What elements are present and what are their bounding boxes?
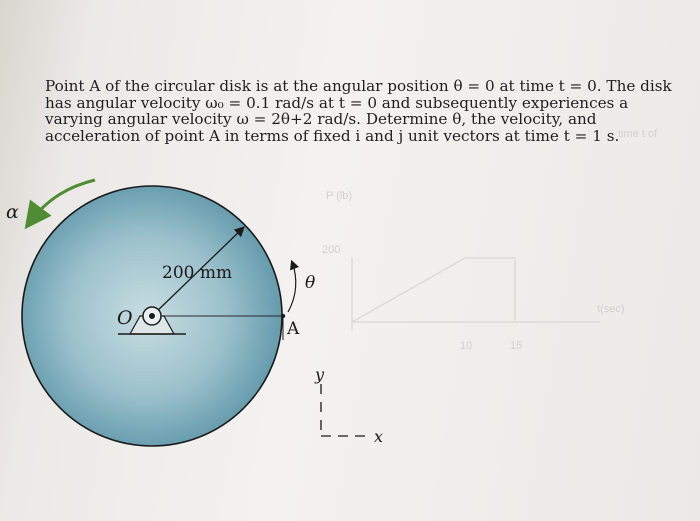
alpha-label: α [6,201,19,223]
bleed-graph [352,258,600,330]
bleed-label-15: 15 [510,340,523,352]
point-a-label: A [287,319,300,339]
bleed-label-tsec: t(sec) [597,303,625,315]
problem-statement [45,78,695,144]
problem-line-1: Point A of the circular disk is at the angular position θ = 0 at time t = 0. The disk [45,77,672,95]
problem-line-4: acceleration of point A in terms of fixed i and j unit vectors at time t = 1 s. [45,126,620,145]
bleed-label-200: 200 [322,244,341,256]
problem-line-3: varying angular velocity ω = 2θ+2 rad/s. Determine θ, the velocity, and [45,110,597,129]
x-axis-label: x [374,427,384,446]
point-o-label: O [117,307,133,329]
theta-arc-arrow [288,262,296,312]
y-axis-label: y [315,365,325,384]
theta-label: θ [305,273,316,293]
radius-label: 200 mm [162,263,233,283]
bleed-label-time: time t of [618,128,658,140]
bleed-label-p: P (lb) [326,190,353,202]
xy-axes [321,384,370,436]
bleed-label-10: 10 [460,340,473,352]
problem-line-2: has angular velocity ω₀ = 0.1 rad/s at t = 0 and subsequently experiences a [45,93,629,112]
